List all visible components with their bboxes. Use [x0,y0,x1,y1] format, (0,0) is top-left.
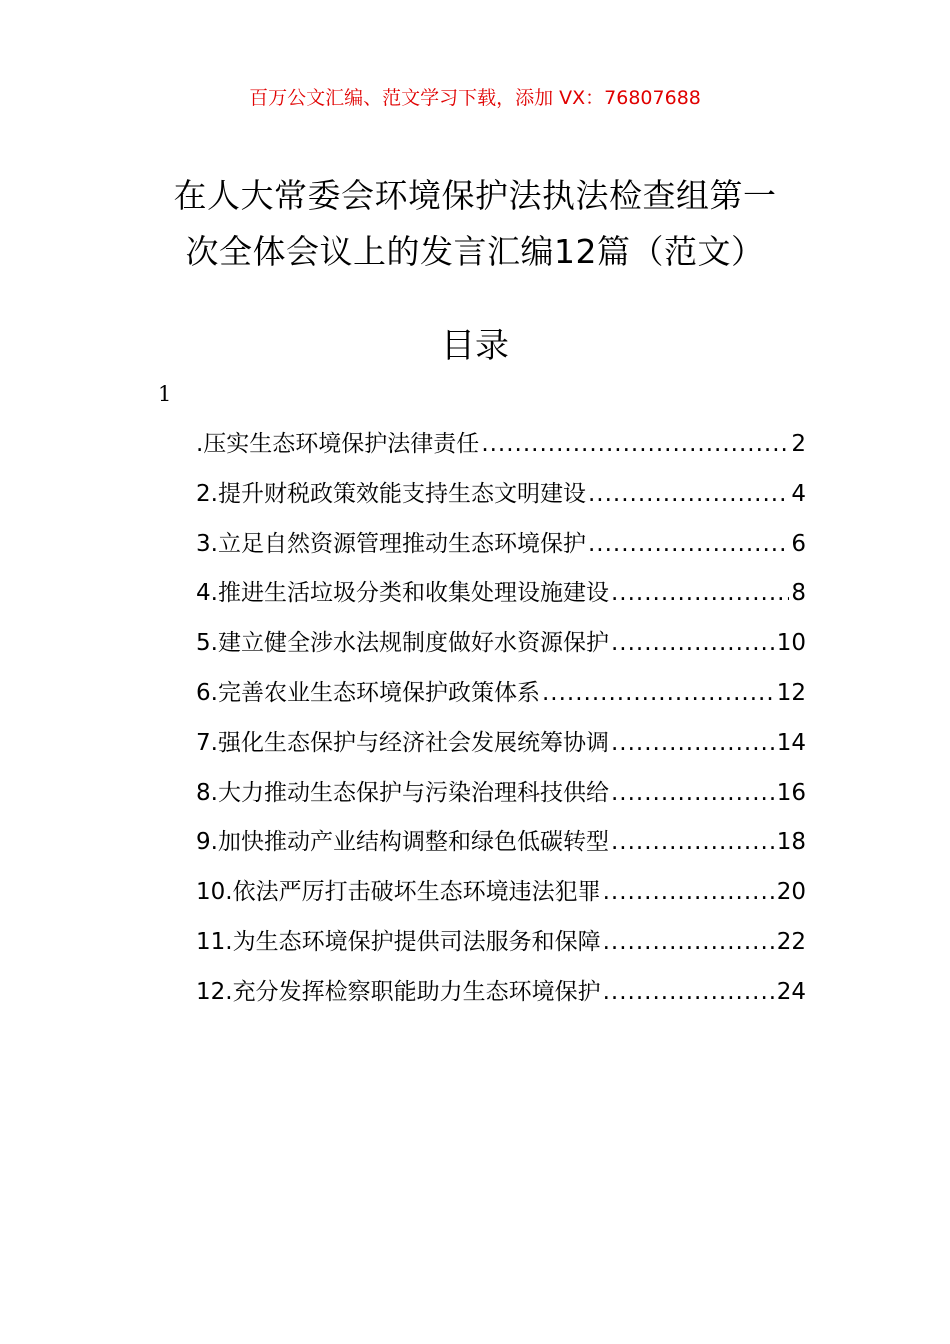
toc-entry[interactable] [196,719,806,769]
toc-leader-dots [542,669,775,719]
toc-entry[interactable] [196,818,806,868]
toc-entry-page: 18 [776,829,806,856]
toc-leader-dots [611,818,775,868]
toc-heading: 目录 [441,326,509,366]
toc-entry[interactable] [196,769,806,819]
toc-entry-title: 3.立足自然资源管理推动生态环境保护 [196,530,586,557]
toc-entry[interactable] [196,968,806,1018]
toc-entry-page: 22 [776,928,806,955]
toc-entry-page: 8 [791,580,806,607]
toc-entry-page: 24 [776,978,806,1005]
toc-leader-dots [611,569,789,619]
document-title [150,168,800,280]
toc-leader-dots [611,619,775,669]
toc-entry-title: 2.提升财税政策效能支持生态文明建设 [196,480,586,507]
toc-entry-title: .压实生态环境保护法律责任 [196,431,480,457]
toc-leader-dots [603,918,775,968]
toc-entry[interactable] [196,619,806,669]
toc-leader-dots [603,868,775,918]
toc-entry[interactable] [196,420,806,470]
toc-entry-page: 20 [776,879,806,906]
toc-entry-title: 7.强化生态保护与经济社会发展统筹协调 [196,729,609,756]
toc-entry-title: 4.推进生活垃圾分类和收集处理设施建设 [196,580,609,607]
toc-entry-title: 9.加快推动产业结构调整和绿色低碳转型 [196,829,609,856]
toc-entry-title: 11.为生态环境保护提供司法服务和保障 [196,928,601,955]
toc-entry-title: 5.建立健全涉水法规制度做好水资源保护 [196,630,609,657]
toc-entry[interactable] [196,569,806,619]
toc-entry-title: 12.充分发挥检察职能助力生态环境保护 [196,978,601,1005]
toc-leader-dots [611,719,775,769]
toc-leader-dots [611,769,775,819]
toc-entry-page: 4 [791,480,806,507]
toc-entry[interactable] [196,918,806,968]
toc-leader-dots [481,420,789,470]
toc-entry-page: 10 [776,630,806,657]
toc-entry-title: 8.大力推动生态保护与污染治理科技供给 [196,779,609,806]
toc-entry-page: 6 [791,530,806,557]
toc-entry-page: 12 [776,679,806,706]
toc-entry-title: 6.完善农业生态环境保护政策体系 [196,679,540,706]
toc-entry[interactable] [196,520,806,570]
toc-stray-number: 1 [158,382,172,406]
toc-entry-page: 16 [776,779,806,806]
toc-entry-page: 14 [776,729,806,756]
document-title-line-1: 在人大常委会环境保护法执法检查组第一 [173,176,777,215]
toc-entry[interactable] [196,868,806,918]
document-title-line-2: 次全体会议上的发言汇编12篇（范文） [185,232,765,271]
toc-entry-title: 10.依法严厉打击破坏生态环境违法犯罪 [196,879,601,906]
header-promo-note: 百万公文汇编、范文学习下载，添加 VX：76807688 [249,87,701,109]
table-of-contents [196,420,806,1018]
toc-entry[interactable] [196,470,806,520]
toc-leader-dots [588,470,789,520]
toc-leader-dots [603,968,775,1018]
toc-entry[interactable] [196,669,806,719]
toc-entry-page: 2 [791,431,806,457]
toc-leader-dots [588,520,789,570]
